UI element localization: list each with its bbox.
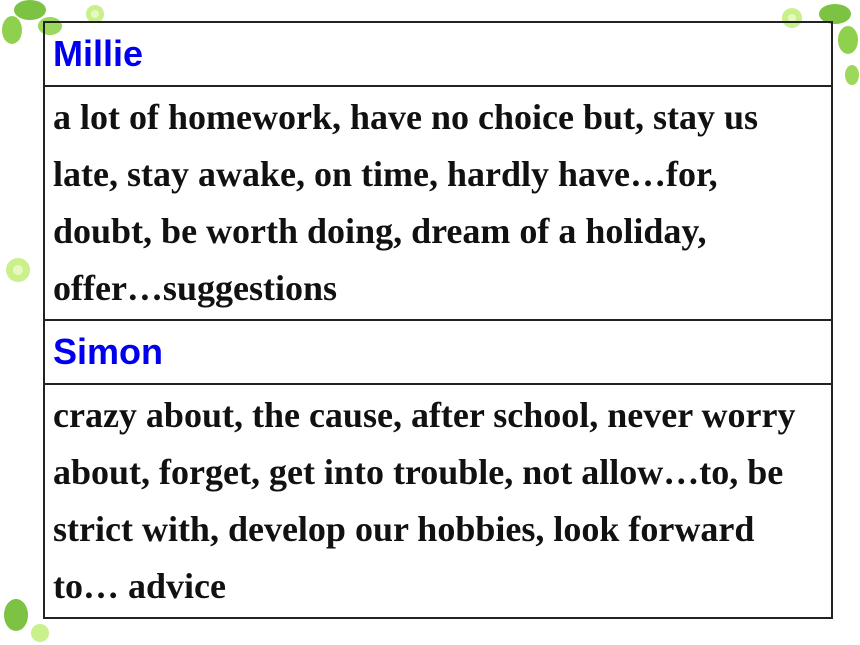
vocabulary-table bbox=[43, 21, 833, 619]
student-name-millie: Millie bbox=[44, 22, 832, 86]
table-row-millie-phrases bbox=[44, 86, 832, 320]
phrase-list-millie: a lot of homework, have no choice but, stay us late, stay awake, on time, hardly have…for, doubt, be worth doing, dream of a holiday, offer…suggestions bbox=[44, 86, 832, 320]
left-flower-decoration bbox=[0, 245, 40, 295]
student-name-simon: Simon bbox=[44, 320, 832, 384]
phrase-list-simon: crazy about, the cause, after school, never worry about, forget, get into trouble, not allow…to, be strict with, develop our hobbies, look forward to… advice bbox=[44, 384, 832, 618]
table-row-simon-phrases bbox=[44, 384, 832, 618]
table-row-simon-name bbox=[44, 320, 832, 384]
table-row-millie-name bbox=[44, 22, 832, 86]
